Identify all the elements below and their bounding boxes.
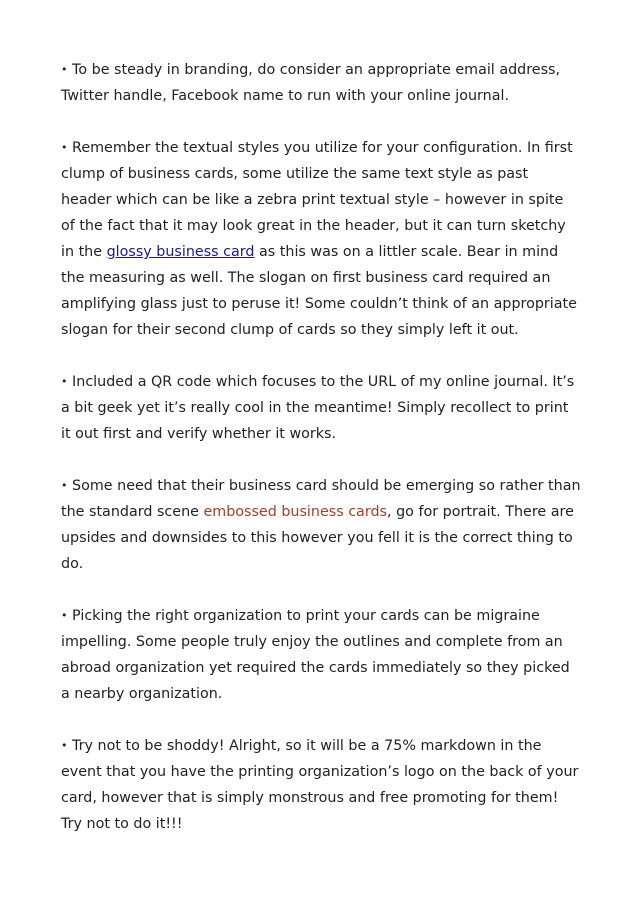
- bullet-icon: •: [61, 609, 68, 622]
- paragraph-textual-styles: [61, 135, 581, 343]
- paragraph-text: Included a QR code which focuses to the URL of my online journal. It’s a bit geek yet it’s really cool in the meantime! Simply recollect to print it out first and verify whether it works.: [61, 374, 575, 442]
- article-body: [61, 57, 581, 863]
- paragraph-text: To be steady in branding, do consider an appropriate email address, Twitter handle, Facebook name to run with your online journal.: [61, 62, 561, 104]
- paragraph-text-before-link: Remember the textual styles you utilize for your configuration. In first clump of business cards, some utilize the same text style as past header which can be like a zebra print textual style – however in spite of the fact that it may look great in the header, but it can turn sketchy in the: [61, 140, 573, 260]
- paragraph-text-after-link: as this was on a littler scale. Bear in mind the measuring as well. The slogan on first business card required an amplifying glass just to peruse it! Some couldn’t think of an appropriate slogan for their second clump of cards so they simply left it out.: [61, 244, 577, 338]
- paragraph-email-branding: [61, 57, 581, 109]
- glossy-business-card-link[interactable]: glossy business card: [106, 244, 255, 260]
- bullet-icon: •: [61, 141, 68, 154]
- embossed-business-cards-link[interactable]: embossed business cards: [203, 504, 387, 520]
- paragraph-print-organization: [61, 603, 581, 707]
- paragraph-qr-code: [61, 369, 581, 447]
- bullet-icon: •: [61, 479, 68, 492]
- bullet-icon: •: [61, 375, 68, 388]
- paragraph-not-shoddy: [61, 733, 581, 837]
- paragraph-portrait: [61, 473, 581, 577]
- bullet-icon: •: [61, 63, 68, 76]
- bullet-icon: •: [61, 739, 68, 752]
- paragraph-text-after-link: , go for portrait. There are upsides and downsides to this however you fell it is the correct thing to do.: [61, 504, 574, 572]
- paragraph-text-before-link: Some need that their business card should be emerging so rather than the standard scene: [61, 478, 581, 520]
- paragraph-text: Try not to be shoddy! Alright, so it will be a 75% markdown in the event that you have the printing organization’s logo on the back of your card, however that is simply monstrous and free promoting for them! Try not to do it!!!: [61, 738, 579, 832]
- paragraph-text: Picking the right organization to print your cards can be migraine impelling. Some people truly enjoy the outlines and complete from an abroad organization yet required the cards immediately so they picked a nearby organization.: [61, 608, 570, 702]
